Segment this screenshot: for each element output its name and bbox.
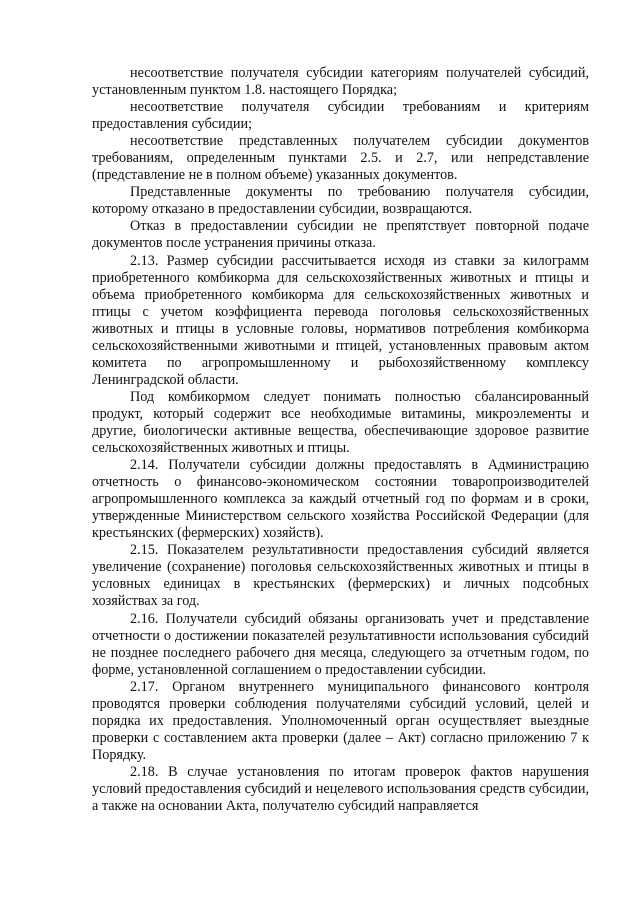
paragraph-nonconformity-category: несоответствие получателя субсидии категориям получателей субсидий, установленным пунктом 1.8. настоящего Порядка; bbox=[92, 65, 589, 99]
paragraph-2-13-subsidy-size: 2.13. Размер субсидии рассчитывается исходя из ставки за килограмм приобретенного комбикорма для сельскохозяйственных животных и птицы и объема приобретенного комбикорма для сельскохозяйственных животных и птицы с учетом коэффициента перевода поголовья сельскохозяйственных животных и птицы в условные головы, нормативов потребления комбикорма сельскохозяйственными животными и птицей, установленных правовым актом комитета по агропромышленному и рыбохозяйственному комплексу Ленинградской области. bbox=[92, 252, 589, 388]
paragraph-nonconformity-requirements: несоответствие получателя субсидии требованиям и критериям предоставления субсидии; bbox=[92, 99, 589, 133]
paragraph-refusal-resubmission: Отказ в предоставлении субсидии не препятствует повторной подаче документов после устранения причины отказа. bbox=[92, 218, 589, 252]
paragraph-2-16-accounting-reporting: 2.16. Получатели субсидий обязаны организовать учет и представление отчетности о достижении показателей результативности использования субсидий не позднее последнего рабочего дня месяца, следующего за отчетным годом, по форме, установленной соглашением о предоставлении субсидии. bbox=[92, 610, 589, 678]
document-page bbox=[92, 65, 589, 815]
paragraph-2-18-violations: 2.18. В случае установления по итогам проверок фактов нарушения условий предоставления субсидий и нецелевого использования средств субсидии, а также на основании Акта, получателю субсидий направляется bbox=[92, 763, 589, 815]
paragraph-feed-definition: Под комбикормом следует понимать полностью сбалансированный продукт, который содержит все необходимые витамины, микроэлементы и другие, биологически активные вещества, обеспечивающие здоровое развитие сельскохозяйственных животных и птицы. bbox=[92, 388, 589, 457]
paragraph-2-17-control-inspections: 2.17. Органом внутреннего муниципального финансового контроля проводятся проверки соблюдения получателями субсидий условий, целей и порядка их предоставления. Уполномоченный орган осуществляет выездные проверки с составлением акта проверки (далее – Акт) согласно приложению 7 к Порядку. bbox=[92, 678, 589, 763]
paragraph-2-14-reporting: 2.14. Получатели субсидии должны предоставлять в Администрацию отчетность о финансово-экономическом состоянии товаропроизводителей агропромышленного комплекса за каждый отчетный год по формам и в сроки, утвержденные Министерством сельского хозяйства Российской Федерации (для крестьянских (фермерских) хозяйств). bbox=[92, 457, 589, 542]
paragraph-nonconformity-documents: несоответствие представленных получателем субсидии документов требованиям, определенным пунктами 2.5. и 2.7, или непредставление (представление не в полном объеме) указанных документов. bbox=[92, 133, 589, 184]
paragraph-2-15-performance-indicator: 2.15. Показателем результативности предоставления субсидий является увеличение (сохранение) поголовья сельскохозяйственных животных и птицы в условных единицах в крестьянских (фермерских) и личных подсобных хозяйствах за год. bbox=[92, 542, 589, 610]
paragraph-documents-returned: Представленные документы по требованию получателя субсидии, которому отказано в предоставлении субсидии, возвращаются. bbox=[92, 184, 589, 218]
